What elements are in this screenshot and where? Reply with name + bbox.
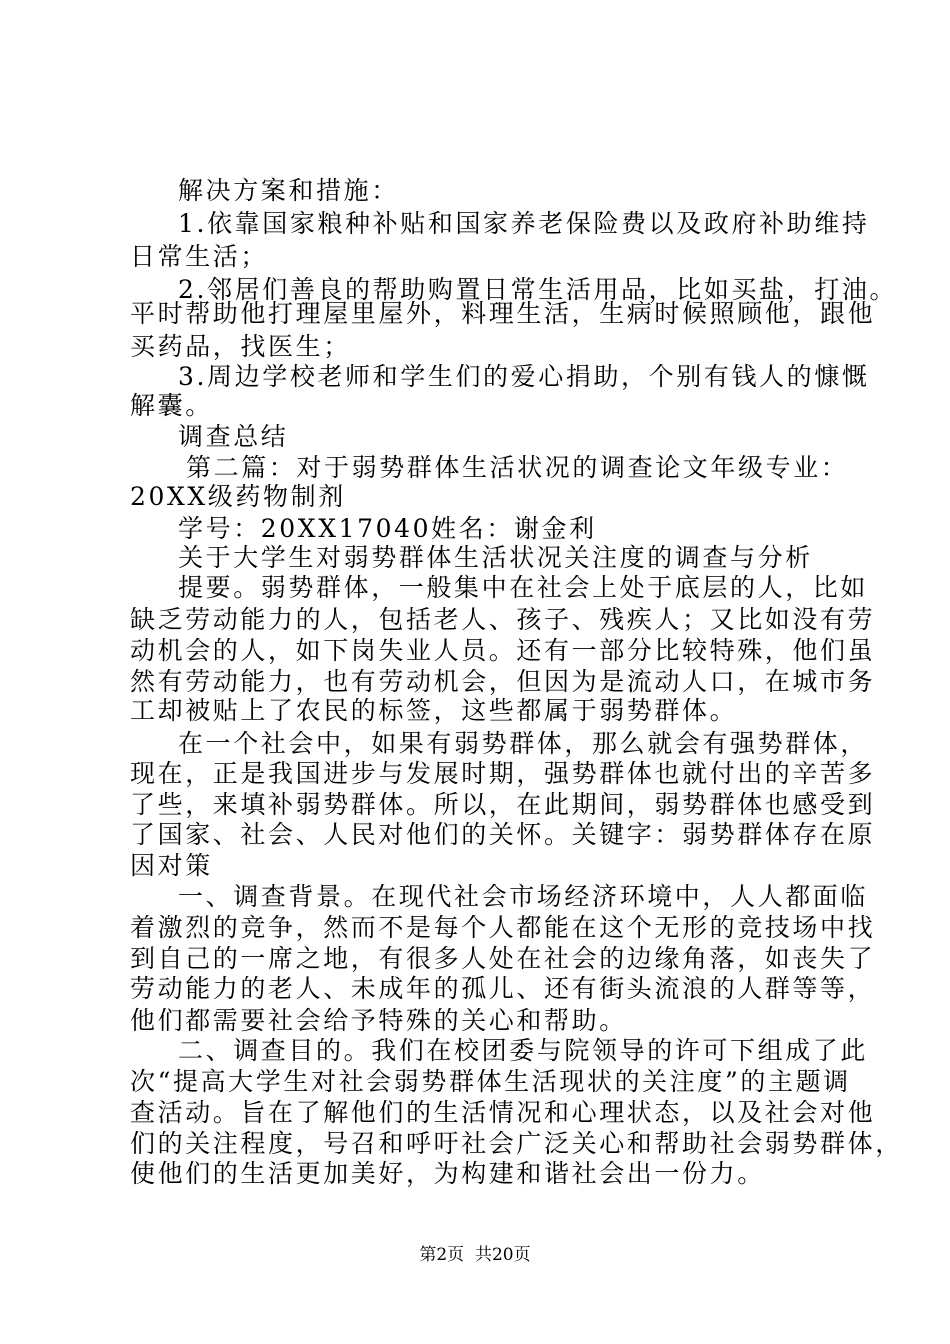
text-line: 然有劳动能力，也有劳动机会，但因为是流动人口，在城市务 [130, 667, 876, 696]
student-info: 学号：20XX17040姓名：谢金利 [178, 514, 597, 543]
text-line: 解囊。 [130, 391, 213, 420]
text-line: 劳动能力的老人、未成年的孤儿、还有街头流浪的人群等等， [130, 974, 876, 1003]
text-line: 3.周边学校老师和学生们的爱心捐助，个别有钱人的慷慨 [178, 362, 870, 391]
text-line: 日常生活； [130, 242, 269, 271]
paper-title: 关于大学生对弱势群体生活状况关注度的调查与分析 [178, 543, 813, 572]
text-line: 因对策 [130, 851, 213, 880]
chapter-title: 第二篇：对于弱势群体生活状况的调查论文年级专业： [186, 453, 849, 482]
text-line: 在一个社会中，如果有弱势群体，那么就会有强势群体， [178, 729, 869, 758]
text-line: 缺乏劳动能力的人，包括老人、孩子、残疾人；又比如没有劳 [130, 605, 876, 634]
text-line: 二、调查目的。我们在校团委与院领导的许可下组成了此 [178, 1036, 869, 1065]
text-line: 他们都需要社会给予特殊的关心和帮助。 [130, 1006, 627, 1035]
text-line: 次“提高大学生对社会弱势群体生活现状的关注度”的主题调 [130, 1067, 851, 1096]
text-line: 动机会的人，如下岗失业人员。还有一部分比较特殊，他们虽 [130, 636, 876, 665]
text-line: 了些，来填补弱势群体。所以，在此期间，弱势群体也感受到 [130, 790, 876, 819]
text-line: 买药品，找医生； [130, 332, 351, 361]
section-heading: 调查总结 [178, 422, 289, 451]
text-line: 提要。弱势群体，一般集中在社会上处于底层的人，比如 [178, 573, 869, 602]
text-line: 1.依靠国家粮种补贴和国家养老保险费以及政府补助维持 [178, 209, 870, 238]
text-line: 查活动。旨在了解他们的生活情况和心理状态，以及社会对他 [130, 1098, 876, 1127]
text-line: 现在，正是我国进步与发展时期，强势群体也就付出的辛苦多 [130, 759, 876, 788]
text-line: 们的关注程度，号召和呼吁社会广泛关心和帮助社会弱势群体， [130, 1129, 903, 1158]
text-line: 一、调查背景。在现代社会市场经济环境中，人人都面临 [178, 882, 869, 911]
text-line: 使他们的生活更加美好，为构建和谐社会出一份力。 [130, 1159, 765, 1188]
text-line: 2.邻居们善良的帮助购置日常生活用品，比如买盐，打油。 [178, 275, 898, 304]
text-line: 了国家、社会、人民对他们的关怀。关键字：弱势群体存在原 [130, 820, 876, 849]
page-footer: 第2页 共20页 [419, 1245, 531, 1265]
text-line: 20XX级药物制剂 [130, 482, 346, 511]
text-line: 平时帮助他打理屋里屋外，料理生活，生病时候照顾他，跟他 [130, 299, 876, 328]
text-line: 工却被贴上了农民的标签，这些都属于弱势群体。 [130, 696, 738, 725]
text-line: 解决方案和措施： [178, 176, 399, 205]
text-line: 到自己的一席之地，有很多人处在社会的边缘角落，如丧失了 [130, 944, 876, 973]
text-line: 着激烈的竞争，然而不是每个人都能在这个无形的竞技场中找 [130, 913, 876, 942]
